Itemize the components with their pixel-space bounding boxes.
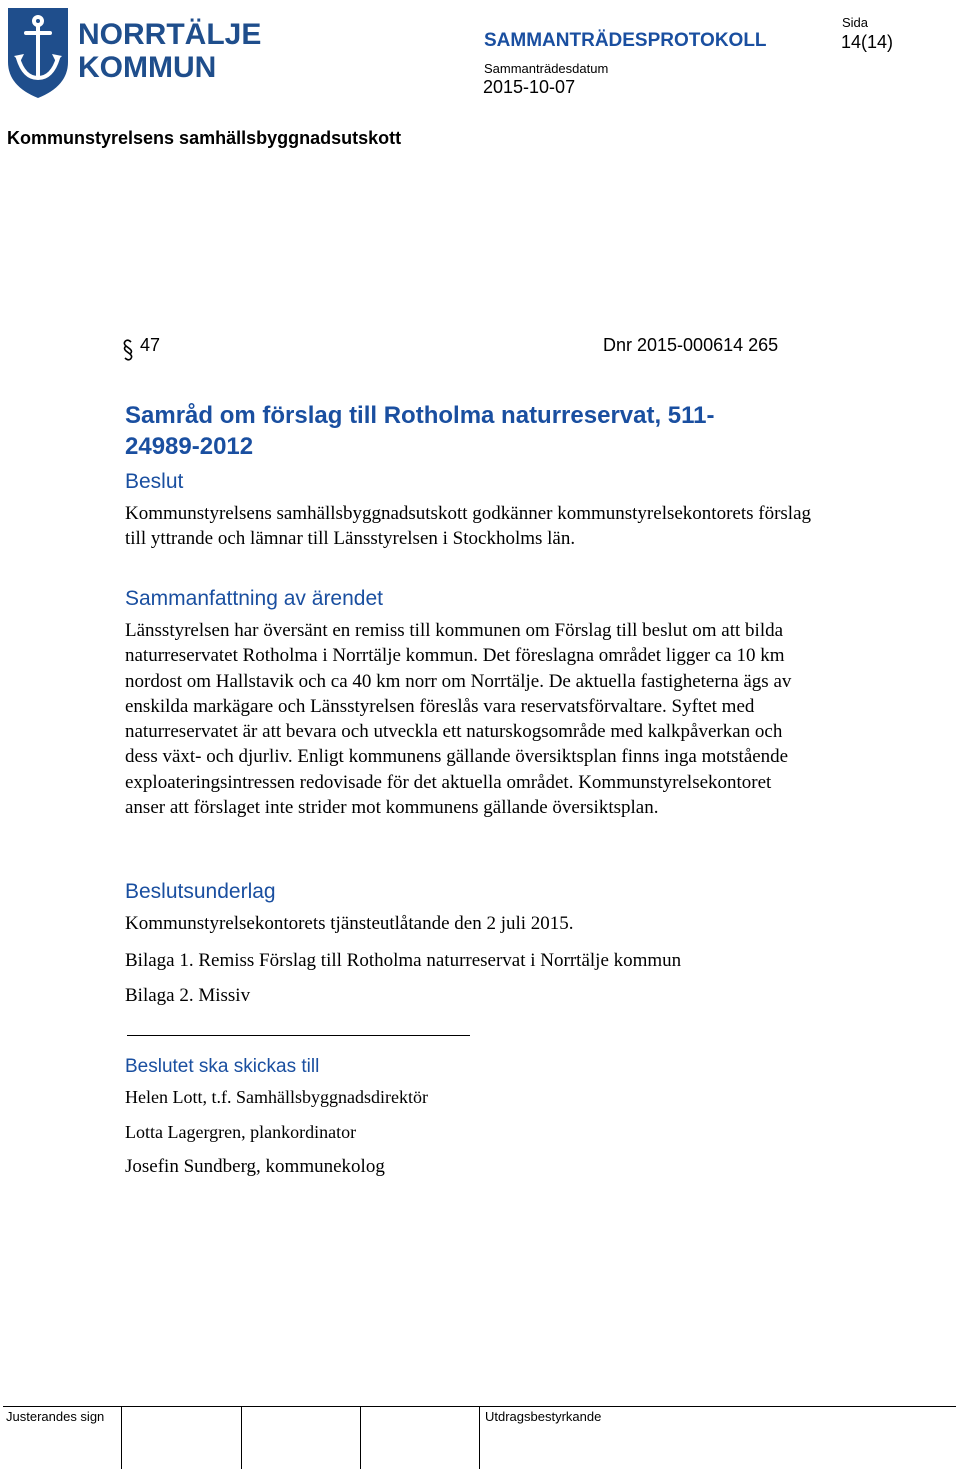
item-title	[125, 400, 805, 462]
municipality-logo	[6, 6, 266, 100]
recipient-item: Josefin Sundberg, kommunekolog	[125, 1156, 385, 1177]
paragraph-section-icon	[122, 339, 134, 361]
basis-heading: Beslutsunderlag	[125, 880, 276, 903]
extract-certification-label: Utdragsbestyrkande	[485, 1409, 602, 1424]
decision-heading: Beslut	[125, 470, 184, 493]
committee-name: Kommunstyrelsens samhällsbyggnadsutskott	[7, 128, 402, 148]
document-type: SAMMANTRÄDESPROTOKOLL	[484, 30, 767, 51]
signature-footer	[3, 1406, 956, 1469]
recipients-heading: Beslutet ska skickas till	[125, 1056, 320, 1077]
paragraph-number: 47	[140, 335, 161, 355]
signature-box	[241, 1407, 242, 1469]
anchor-shield-icon	[6, 6, 266, 100]
meeting-date: 2015-10-07	[483, 77, 576, 97]
meeting-date-label: Sammanträdesdatum	[484, 61, 609, 76]
item-title-line: Samråd om förslag till Rotholma naturreservat, 511-	[125, 402, 715, 429]
extract-certification-box	[479, 1407, 480, 1469]
section-divider	[127, 1035, 470, 1036]
page-number: 14(14)	[841, 32, 894, 52]
basis-item: Bilaga 2. Missiv	[125, 985, 251, 1006]
item-title-line: 24989-2012	[125, 433, 254, 460]
basis-item: Kommunstyrelsekontorets tjänsteutlåtande den 2 juli 2015.	[125, 913, 574, 934]
signature-box	[360, 1407, 361, 1469]
decision-text: Kommunstyrelsens samhällsbyggnadsutskott godkänner kommunstyrelsekontorets förslag till yttrande och lämnar till Länsstyrelsen i Stockholms län.	[125, 503, 812, 550]
recipient-item: Helen Lott, t.f. Samhällsbyggnadsdirektör	[125, 1087, 428, 1107]
signature-box	[121, 1407, 122, 1469]
basis-item: Bilaga 1. Remiss Förslag till Rotholma naturreservat i Norrtälje kommun	[125, 950, 682, 971]
svg-text:KOMMUN: KOMMUN	[78, 51, 217, 84]
summary-text: Länsstyrelsen har översänt en remiss till kommunen om Förslag till beslut om att bilda naturreservatet Rotholma i Norrtälje kommun. Det föreslagna området ligger ca 10 km nordost om Hallstavik och ca 40 km norr om Norrtälje. De aktuella fastigheterna ägs av enskilda markägare och Länsstyrelsen föreslås vara reservatsförvaltare. Syftet med naturreservatet är att bevara och utveckla ett naturskogsområde med kalkpåverkan och dess växt- och djurliv. Enligt kommunens gällande översiktsplan finns inga motstående exploateringsintressen redovisade för det aktuella området. Kommunstyrelsekontoret anser att förslaget inte strider mot kommunens gällande översiktsplan.	[125, 620, 792, 819]
svg-text:NORRTÄLJE: NORRTÄLJE	[78, 18, 262, 51]
recipient-item: Lotta Lagergren, plankordinator	[125, 1122, 357, 1142]
signature-label: Justerandes sign	[6, 1409, 105, 1424]
summary-heading: Sammanfattning av ärendet	[125, 587, 383, 610]
diary-number: Dnr 2015-000614 265	[603, 335, 779, 355]
page-label: Sida	[842, 15, 869, 30]
